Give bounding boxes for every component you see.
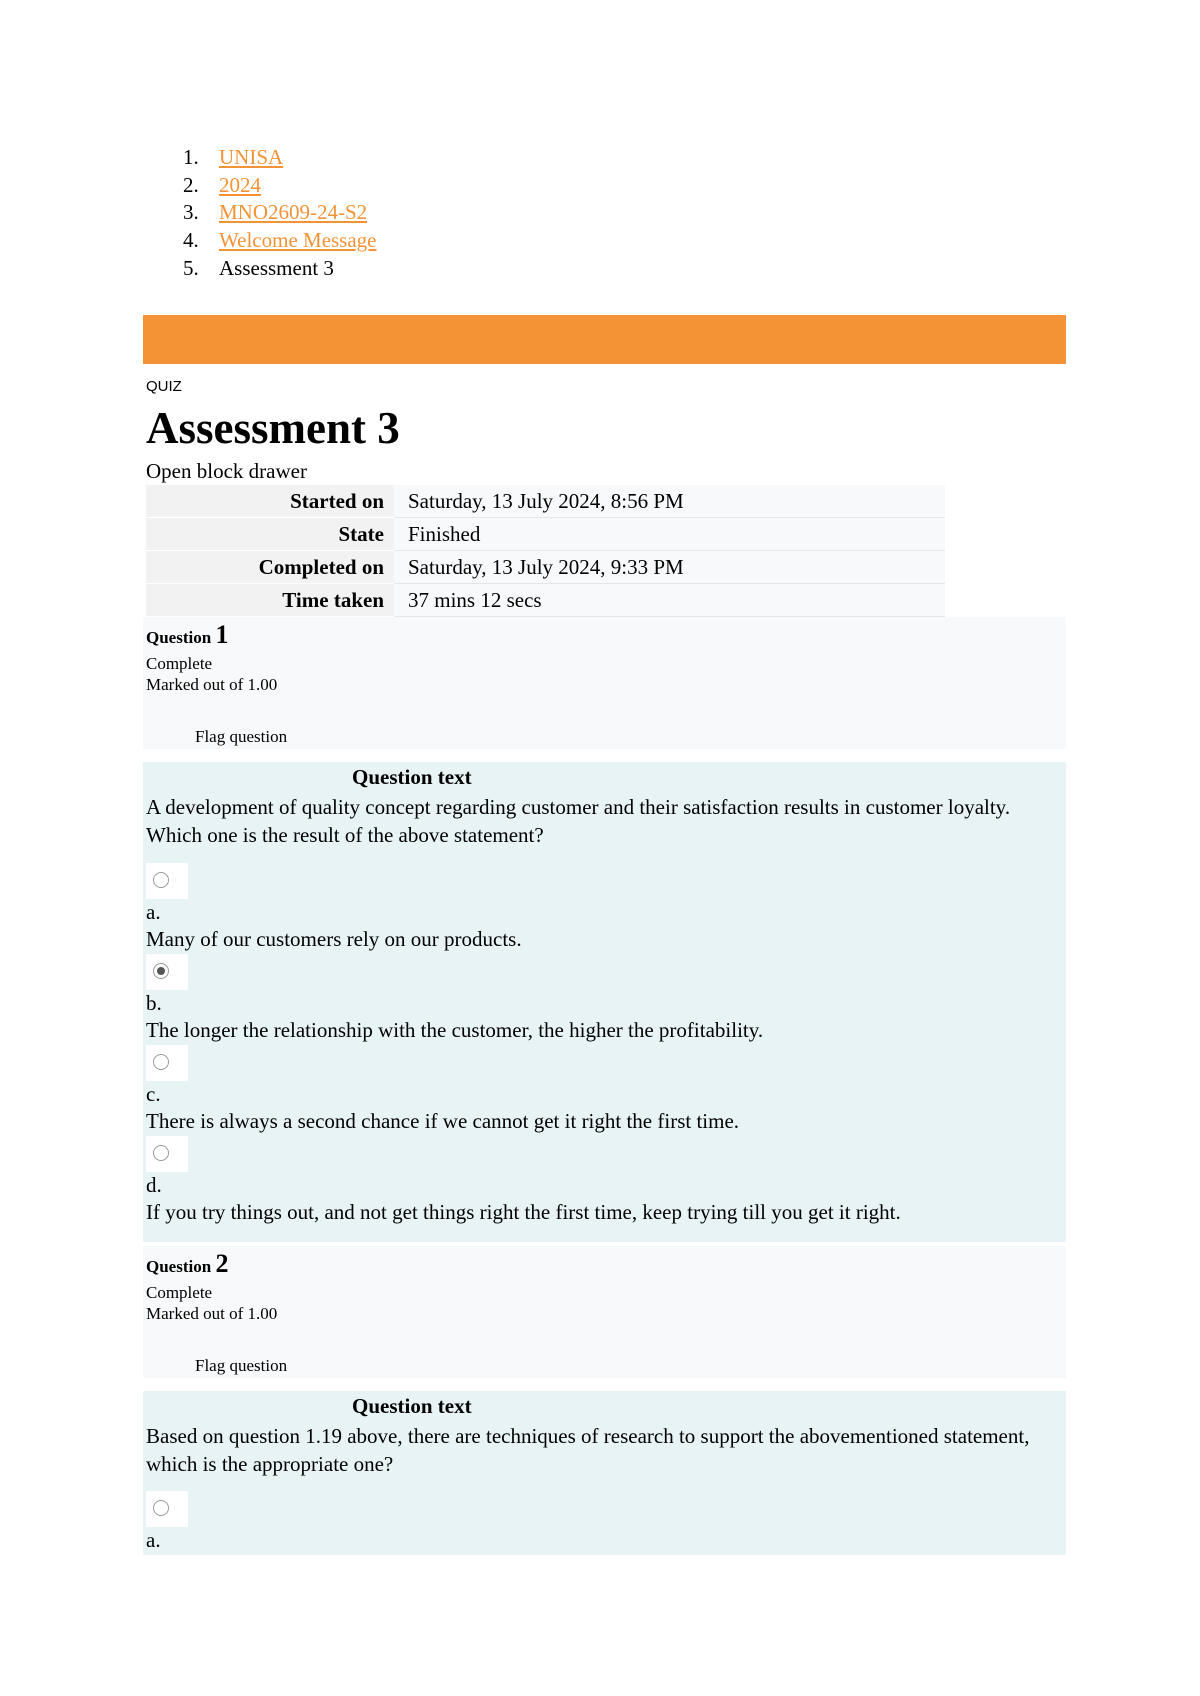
- question-text: A development of quality concept regarding customer and their satisfaction results in customer loyalty. Which one is the result of the above statement?: [146, 795, 1011, 847]
- breadcrumb-link-year[interactable]: 2024: [219, 172, 261, 197]
- summary-value: 37 mins 12 secs: [394, 584, 945, 617]
- summary-row: [146, 551, 945, 584]
- answer-option-a[interactable]: [143, 1491, 1043, 1582]
- answer-letter: b.: [146, 991, 162, 1015]
- summary-value: Saturday, 13 July 2024, 8:56 PM: [394, 485, 945, 518]
- breadcrumb-link-course[interactable]: MNO2609-24-S2: [219, 200, 368, 225]
- radio-button[interactable]: [153, 1500, 169, 1516]
- summary-row: [146, 485, 945, 518]
- answer-option-d[interactable]: [143, 1136, 1043, 1227]
- answer-text: If you try things out, and not get things right the first time, keep trying till you get it right.: [146, 1200, 901, 1224]
- flag-question-button[interactable]: Flag question: [195, 1356, 288, 1375]
- breadcrumb-item-year[interactable]: 2. 2024: [183, 172, 261, 197]
- summary-value: Finished: [394, 518, 945, 551]
- flag-question-button[interactable]: Flag question: [195, 727, 288, 746]
- answer-letter: c.: [146, 1082, 161, 1106]
- question-2-info: [143, 1246, 1066, 1378]
- summary-row: [146, 584, 945, 617]
- question-2-content: [143, 1391, 1066, 1555]
- summary-label: State: [146, 518, 394, 551]
- question-1-content: [143, 762, 1066, 1242]
- answer-letter: a.: [146, 900, 161, 924]
- question-grade: Marked out of 1.00: [146, 1304, 278, 1323]
- radio-button[interactable]: [153, 1054, 169, 1070]
- attempt-summary-table: [146, 485, 945, 617]
- breadcrumb-item-course[interactable]: 3. MNO2609-24-S2: [183, 200, 368, 225]
- radio-button-selected[interactable]: [153, 963, 169, 979]
- question-state: Complete: [146, 654, 213, 673]
- question-1-info: [143, 617, 1066, 749]
- breadcrumb-link-welcome[interactable]: Welcome Message: [219, 228, 377, 253]
- breadcrumb-item-unisa[interactable]: 1. UNISA: [183, 145, 284, 169]
- question-text: Based on question 1.19 above, there are techniques of research to support the abovementioned statement, which is the appropriate one?: [146, 1424, 1030, 1476]
- breadcrumb-item-welcome[interactable]: 4. Welcome Message: [183, 228, 377, 253]
- page-title: Assessment 3: [146, 403, 400, 453]
- breadcrumb-link-unisa[interactable]: UNISA: [219, 145, 284, 169]
- radio-button[interactable]: [153, 872, 169, 888]
- answer-text: There is always a second chance if we cannot get it right the first time.: [146, 1109, 740, 1133]
- summary-value: Saturday, 13 July 2024, 9:33 PM: [394, 551, 945, 584]
- question-text-label: Question text: [352, 1394, 472, 1418]
- question-text-label: Question text: [352, 765, 472, 789]
- summary-label: Time taken: [146, 584, 394, 617]
- answer-text: The longer the relationship with the customer, the higher the profitability.: [146, 1018, 764, 1042]
- answer-option-c[interactable]: [143, 1045, 1043, 1136]
- breadcrumb: [143, 144, 377, 282]
- answer-option-a[interactable]: [143, 863, 1043, 954]
- open-block-drawer-button[interactable]: Open block drawer: [146, 459, 307, 483]
- summary-row: [146, 518, 945, 551]
- answer-text: Many of our customers rely on our products.: [146, 927, 522, 951]
- header-banner: [143, 315, 1066, 364]
- question-grade: Marked out of 1.00: [146, 675, 278, 694]
- question-state: Complete: [146, 1283, 213, 1302]
- activity-type-label: QUIZ: [146, 378, 182, 395]
- answer-option-b[interactable]: [143, 954, 1043, 1045]
- breadcrumb-item-current: 5. Assessment 3: [183, 255, 334, 280]
- breadcrumb-current: Assessment 3: [219, 255, 334, 280]
- radio-button[interactable]: [153, 1145, 169, 1161]
- summary-label: Started on: [146, 485, 394, 518]
- summary-label: Completed on: [146, 551, 394, 584]
- answer-letter: d.: [146, 1173, 162, 1197]
- question-number: Question 1: [146, 620, 229, 649]
- question-number: Question 2: [146, 1249, 229, 1278]
- answer-letter: a.: [146, 1528, 161, 1552]
